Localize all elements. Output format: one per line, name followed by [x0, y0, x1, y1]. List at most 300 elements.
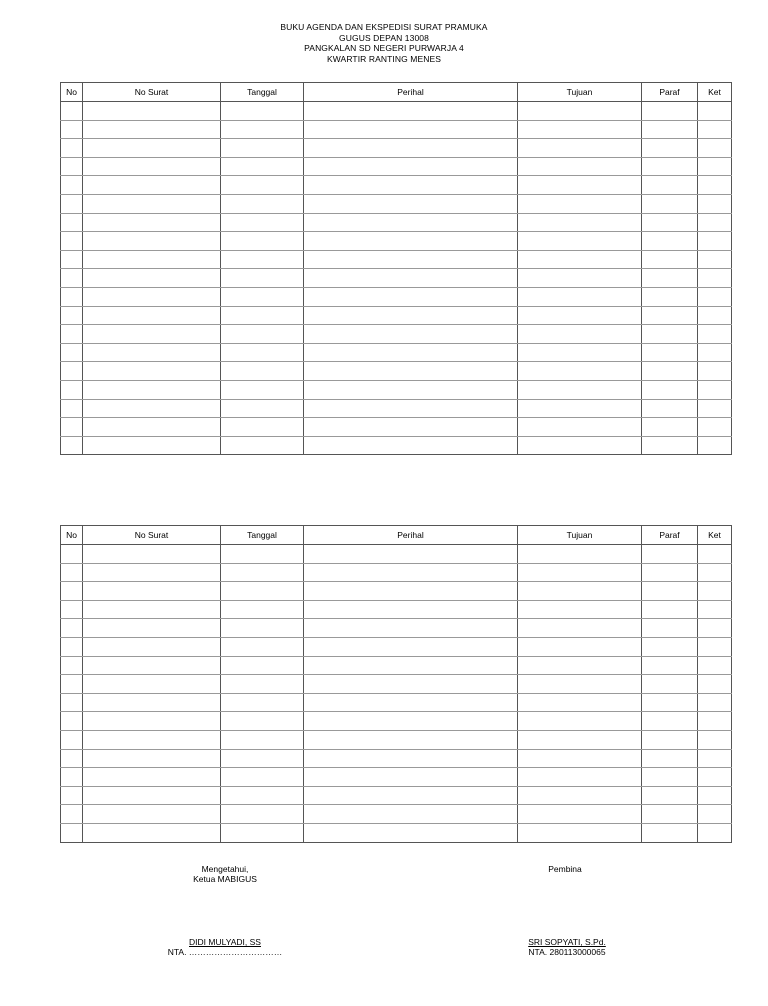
table-cell [304, 102, 518, 121]
table-cell [61, 176, 83, 195]
table-cell [83, 712, 221, 731]
table-cell [221, 730, 304, 749]
table-row [61, 823, 732, 842]
table-cell [61, 730, 83, 749]
table-cell [61, 418, 83, 437]
table-cell [518, 436, 642, 455]
table-cell [83, 693, 221, 712]
table-cell [304, 176, 518, 195]
table-cell [518, 712, 642, 731]
table-cell [698, 545, 732, 564]
table-cell [304, 343, 518, 362]
table-cell [642, 287, 698, 306]
table-cell [518, 675, 642, 694]
table-cell [518, 380, 642, 399]
column-header-no-surat: No Surat [83, 83, 221, 102]
table-cell [698, 232, 732, 251]
table-cell [221, 213, 304, 232]
table-cell [698, 619, 732, 638]
column-header-paraf: Paraf [642, 83, 698, 102]
table-cell [61, 693, 83, 712]
table-cell [83, 656, 221, 675]
table-cell [221, 120, 304, 139]
table-cell [518, 693, 642, 712]
table-cell [518, 176, 642, 195]
pembina-label: Pembina [548, 864, 582, 874]
table-cell [698, 362, 732, 381]
table-cell [518, 269, 642, 288]
table-cell [304, 582, 518, 601]
table-cell [698, 120, 732, 139]
table-cell [642, 194, 698, 213]
table-cell [304, 675, 518, 694]
document-header [0, 22, 768, 64]
table-cell [61, 637, 83, 656]
table-cell [83, 380, 221, 399]
table-row [61, 693, 732, 712]
table-row [61, 380, 732, 399]
table-row [61, 582, 732, 601]
table-row [61, 637, 732, 656]
table-cell [642, 693, 698, 712]
table-cell [221, 436, 304, 455]
table-row [61, 102, 732, 121]
table-cell [221, 600, 304, 619]
table-cell [83, 582, 221, 601]
table-cell [698, 768, 732, 787]
table-cell [642, 749, 698, 768]
table-cell [83, 768, 221, 787]
table-cell [61, 600, 83, 619]
table-cell [83, 120, 221, 139]
ketua-mabigus-label: Ketua MABIGUS [193, 874, 257, 884]
table-row [61, 157, 732, 176]
table-cell [221, 712, 304, 731]
table-row [61, 730, 732, 749]
table-cell [698, 306, 732, 325]
signatory-right [487, 937, 647, 957]
table-cell [642, 306, 698, 325]
table-cell [698, 139, 732, 158]
table-cell [698, 823, 732, 842]
table-cell [83, 399, 221, 418]
table-cell [83, 343, 221, 362]
table-cell [518, 306, 642, 325]
table-cell [304, 656, 518, 675]
table-cell [304, 693, 518, 712]
table-cell [518, 786, 642, 805]
table-cell [304, 418, 518, 437]
table-cell [61, 120, 83, 139]
agenda-table-2 [60, 525, 732, 843]
table-row [61, 194, 732, 213]
table-cell [304, 120, 518, 139]
table-cell [304, 362, 518, 381]
table-cell [61, 157, 83, 176]
table-cell [83, 786, 221, 805]
table-cell [83, 637, 221, 656]
table-header-row [61, 83, 732, 102]
header-gugus: GUGUS DEPAN 13008 [339, 32, 429, 43]
table-cell [83, 749, 221, 768]
table-cell [83, 250, 221, 269]
table-row [61, 287, 732, 306]
table-cell [642, 213, 698, 232]
table-cell [221, 380, 304, 399]
table-cell [642, 343, 698, 362]
table-cell [642, 250, 698, 269]
table-cell [698, 712, 732, 731]
table-cell [61, 786, 83, 805]
table-cell [518, 563, 642, 582]
table-cell [61, 656, 83, 675]
table-cell [61, 545, 83, 564]
table-cell [698, 749, 732, 768]
table-row [61, 712, 732, 731]
table-cell [304, 600, 518, 619]
table-cell [698, 656, 732, 675]
table-row [61, 213, 732, 232]
column-header-tujuan: Tujuan [518, 83, 642, 102]
table-cell [221, 269, 304, 288]
table-cell [221, 693, 304, 712]
table-cell [698, 343, 732, 362]
table-cell [518, 102, 642, 121]
table-row [61, 250, 732, 269]
table-cell [61, 675, 83, 694]
header-kwartir: KWARTIR RANTING MENES [326, 53, 442, 64]
table-cell [221, 176, 304, 195]
table-cell [642, 823, 698, 842]
table-cell [221, 139, 304, 158]
table-row [61, 436, 732, 455]
table-cell [221, 749, 304, 768]
table-cell [698, 637, 732, 656]
table-cell [698, 675, 732, 694]
signature-block-right [505, 864, 625, 874]
table-cell [642, 675, 698, 694]
table-cell [83, 600, 221, 619]
table-cell [698, 325, 732, 344]
table-cell [83, 139, 221, 158]
column-header-paraf: Paraf [642, 526, 698, 545]
table-cell [518, 362, 642, 381]
table-cell [83, 823, 221, 842]
table-cell [221, 250, 304, 269]
table-cell [698, 213, 732, 232]
table-cell [304, 436, 518, 455]
table-cell [83, 157, 221, 176]
table-cell [698, 418, 732, 437]
table-cell [642, 582, 698, 601]
table-cell [221, 805, 304, 824]
table-cell [642, 600, 698, 619]
table-cell [83, 619, 221, 638]
table-cell [518, 232, 642, 251]
table-body [61, 102, 732, 455]
signatory-nta-left: NTA. …………………………… [167, 947, 283, 957]
signatory-nta-right: NTA. 280113000065 [528, 947, 606, 957]
table-row [61, 399, 732, 418]
table-cell [642, 176, 698, 195]
mengetahui-label: Mengetahui, [201, 864, 249, 874]
table-cell [221, 675, 304, 694]
table-cell [642, 656, 698, 675]
table-cell [83, 232, 221, 251]
table-row [61, 749, 732, 768]
table-cell [698, 399, 732, 418]
table-cell [83, 102, 221, 121]
column-header-ket: Ket [698, 526, 732, 545]
table-cell [83, 730, 221, 749]
table-cell [642, 545, 698, 564]
table-cell [698, 269, 732, 288]
table-row [61, 232, 732, 251]
table-cell [304, 823, 518, 842]
table-cell [61, 805, 83, 824]
table-cell [518, 637, 642, 656]
table-cell [698, 582, 732, 601]
table-cell [304, 269, 518, 288]
table-cell [642, 619, 698, 638]
column-header-ket: Ket [698, 83, 732, 102]
table-cell [304, 749, 518, 768]
signatory-name-left: DIDI MULYADI, SS [189, 937, 261, 947]
column-header-tanggal: Tanggal [221, 83, 304, 102]
table-cell [642, 139, 698, 158]
table-cell [61, 712, 83, 731]
table-cell [518, 194, 642, 213]
table-cell [642, 768, 698, 787]
table-cell [518, 823, 642, 842]
table-cell [61, 325, 83, 344]
table-cell [698, 786, 732, 805]
table-cell [642, 232, 698, 251]
table-cell [61, 213, 83, 232]
header-pangkalan: PANGKALAN SD NEGERI PURWARJA 4 [304, 43, 464, 53]
table-cell [221, 637, 304, 656]
table-cell [304, 786, 518, 805]
table-cell [83, 418, 221, 437]
table-cell [304, 306, 518, 325]
table-row [61, 139, 732, 158]
table-cell [518, 619, 642, 638]
table-cell [698, 194, 732, 213]
table-cell [518, 749, 642, 768]
table-cell [221, 343, 304, 362]
table-header-row [61, 526, 732, 545]
table-cell [83, 436, 221, 455]
table-cell [61, 250, 83, 269]
table-row [61, 805, 732, 824]
table-cell [698, 730, 732, 749]
table-cell [221, 287, 304, 306]
table-cell [61, 823, 83, 842]
column-header-no-surat: No Surat [83, 526, 221, 545]
table-cell [61, 619, 83, 638]
table-cell [221, 194, 304, 213]
table-cell [304, 619, 518, 638]
table-cell [304, 730, 518, 749]
table-cell [642, 805, 698, 824]
table-cell [518, 730, 642, 749]
table-cell [83, 269, 221, 288]
table-cell [83, 194, 221, 213]
table-cell [61, 563, 83, 582]
table-cell [61, 269, 83, 288]
table-cell [61, 343, 83, 362]
column-header-perihal: Perihal [304, 526, 518, 545]
table-row [61, 563, 732, 582]
table-cell [304, 805, 518, 824]
table-cell [221, 399, 304, 418]
table-cell [518, 157, 642, 176]
table-cell [642, 102, 698, 121]
table-cell [698, 287, 732, 306]
table-cell [518, 325, 642, 344]
header-title: BUKU AGENDA DAN EKSPEDISI SURAT PRAMUKA [280, 22, 488, 32]
table-cell [304, 157, 518, 176]
table-cell [221, 102, 304, 121]
table-cell [518, 600, 642, 619]
table-cell [698, 102, 732, 121]
table-cell [642, 730, 698, 749]
table-cell [642, 712, 698, 731]
table-cell [221, 823, 304, 842]
table-cell [304, 563, 518, 582]
table-cell [698, 600, 732, 619]
table-row [61, 176, 732, 195]
table-cell [304, 250, 518, 269]
table-cell [83, 306, 221, 325]
table-cell [221, 325, 304, 344]
table-cell [698, 176, 732, 195]
table-cell [221, 362, 304, 381]
table-cell [221, 786, 304, 805]
table-row [61, 269, 732, 288]
table-cell [221, 563, 304, 582]
table-cell [518, 250, 642, 269]
column-header-no: No [61, 83, 83, 102]
table-cell [304, 399, 518, 418]
table-cell [61, 362, 83, 381]
table-cell [698, 436, 732, 455]
table-cell [83, 563, 221, 582]
column-header-perihal: Perihal [304, 83, 518, 102]
table-row [61, 656, 732, 675]
table-cell [518, 343, 642, 362]
table-row [61, 306, 732, 325]
table-cell [304, 637, 518, 656]
table-cell [518, 418, 642, 437]
table-cell [518, 656, 642, 675]
table-cell [518, 545, 642, 564]
table-cell [642, 325, 698, 344]
table-cell [518, 120, 642, 139]
table-cell [304, 139, 518, 158]
table-cell [642, 269, 698, 288]
table-cell [221, 619, 304, 638]
table-cell [518, 768, 642, 787]
column-header-tujuan: Tujuan [518, 526, 642, 545]
table-cell [61, 768, 83, 787]
table-cell [518, 139, 642, 158]
column-header-no: No [61, 526, 83, 545]
column-header-tanggal: Tanggal [221, 526, 304, 545]
table-cell [83, 805, 221, 824]
table-cell [518, 399, 642, 418]
table-cell [304, 545, 518, 564]
table-row [61, 362, 732, 381]
table-cell [698, 693, 732, 712]
table-row [61, 545, 732, 564]
table-cell [61, 380, 83, 399]
table-cell [304, 380, 518, 399]
table-cell [518, 213, 642, 232]
table-row [61, 343, 732, 362]
table-cell [642, 418, 698, 437]
table-row [61, 768, 732, 787]
table-row [61, 619, 732, 638]
table-cell [61, 194, 83, 213]
table-cell [83, 213, 221, 232]
table-row [61, 325, 732, 344]
table-cell [61, 102, 83, 121]
signature-block-left [165, 864, 285, 884]
table-cell [83, 176, 221, 195]
table-cell [304, 768, 518, 787]
signatory-name-right: SRI SOPYATI, S.Pd. [528, 937, 606, 947]
table-cell [83, 287, 221, 306]
table-cell [221, 157, 304, 176]
table-cell [642, 786, 698, 805]
table-cell [642, 157, 698, 176]
table-cell [518, 582, 642, 601]
table-cell [518, 287, 642, 306]
table-cell [83, 362, 221, 381]
table-cell [698, 380, 732, 399]
table-cell [221, 545, 304, 564]
table-cell [61, 436, 83, 455]
table-cell [83, 675, 221, 694]
table-cell [61, 399, 83, 418]
table-cell [698, 157, 732, 176]
table-cell [642, 362, 698, 381]
table-row [61, 675, 732, 694]
table-cell [221, 656, 304, 675]
table-cell [304, 325, 518, 344]
table-cell [304, 194, 518, 213]
table-row [61, 120, 732, 139]
table-cell [698, 805, 732, 824]
table-cell [304, 287, 518, 306]
table-row [61, 786, 732, 805]
table-cell [642, 563, 698, 582]
table-cell [61, 306, 83, 325]
table-cell [698, 563, 732, 582]
table-cell [698, 250, 732, 269]
table-cell [642, 399, 698, 418]
table-cell [304, 232, 518, 251]
table-row [61, 418, 732, 437]
table-cell [221, 418, 304, 437]
table-cell [642, 637, 698, 656]
table-cell [304, 712, 518, 731]
table-cell [83, 325, 221, 344]
table-cell [61, 139, 83, 158]
agenda-table-1 [60, 82, 732, 455]
table-cell [642, 436, 698, 455]
